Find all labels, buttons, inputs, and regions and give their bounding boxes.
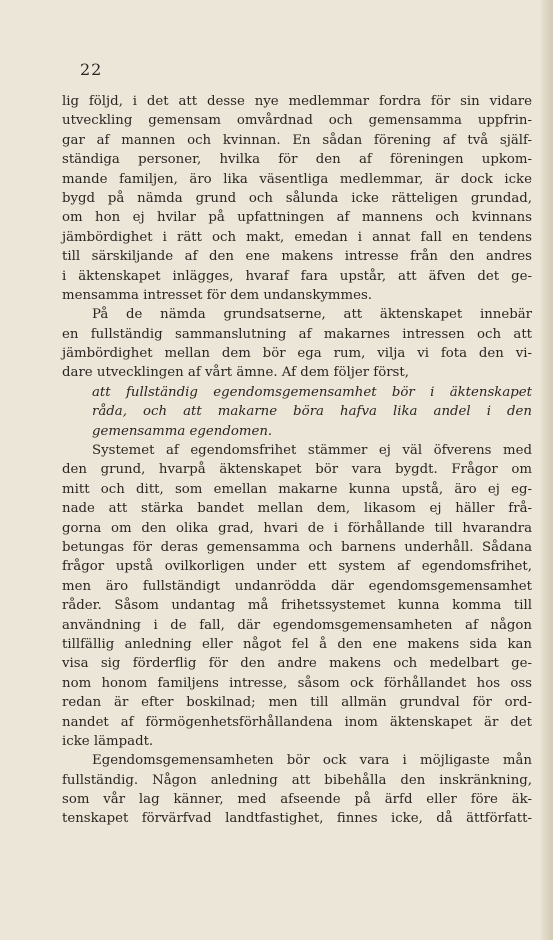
text-line: tillfällig anledning eller något fel å den ene makens sida kan [62, 636, 532, 652]
text-line: betungas för deras gemensamma och barnens underhåll. Sådana [62, 539, 532, 555]
text-line: frågor upstå ovilkorligen under ett system af egendomsfrihet, [62, 559, 532, 575]
text-line: råda, och att makarne böra hafva lika andel i den [92, 404, 532, 420]
text-line: som vår lag känner, med afseende på ärfd eller före äk- [62, 792, 532, 808]
text-line: jämbördighet i rätt och makt, emedan i annat fall en tendens [62, 229, 532, 245]
text-line: På de nämda grundsatserne, att äktenskapet innebär [92, 307, 532, 323]
text-line: gar af mannen och kvinnan. En sådan förening af två själf- [62, 132, 532, 148]
text-line: men äro fullständigt undanrödda där egendomsgemensamhet [62, 578, 532, 594]
page-edge [541, 0, 553, 940]
text-line: icke lämpadt. [62, 733, 154, 749]
text-line: nom honom familjens intresse, såsom ock förhållandet hos oss [62, 675, 532, 691]
text-line: jämbördighet mellan dem bör ega rum, vilja vi fota den vi- [62, 346, 532, 362]
text-line: Systemet af egendomsfrihet stämmer ej väl öfverens med [92, 443, 532, 459]
text-line: mensamma intresset för dem undanskymmes. [62, 287, 373, 303]
body-text [62, 92, 532, 829]
text-line: den grund, hvarpå äktenskapet bör vara bygdt. Frågor om [62, 462, 532, 478]
text-line: gorna om den olika grad, hvari de i förhållande till hvarandra [62, 520, 532, 536]
text-line: mande familjen, äro lika väsentliga medlemmar, är dock icke [62, 171, 532, 187]
text-line: råder. Såsom undantag må frihetssystemet kunna komma till [62, 598, 532, 614]
text-line: att fullständig egendomsgemensamhet bör i äktenskapet [92, 384, 532, 400]
text-line: ständiga personer, hvilka för den af föreningen upkom- [62, 152, 532, 168]
text-line: gemensamma egendomen. [92, 423, 273, 439]
text-line: bygd på nämda grund och sålunda icke rätteligen grundad, [62, 190, 532, 206]
text-line: visa sig förderflig för den andre makens och medelbart ge- [62, 656, 532, 672]
text-line: tenskapet förvärfvad landtfastighet, finnes icke, då ättförfatt- [62, 811, 532, 827]
text-line: nade att stärka bandet mellan dem, likasom ej häller frå- [62, 501, 532, 517]
text-line: om hon ej hvilar på upfattningen af mannens och kvinnans [62, 210, 532, 226]
text-line: i äktenskapet inlägges, hvaraf fara upstår, att äfven det ge- [62, 268, 532, 284]
text-line: till särskiljande af den ene makens intresse från den andres [62, 249, 532, 265]
text-line: användning i de fall, där egendomsgemensamheten af någon [62, 617, 532, 633]
text-line: utveckling gemensam omvårdnad och gemensamma uppfrin- [62, 113, 532, 129]
text-line: fullständig. Någon anledning att bibehålla den inskränkning, [62, 772, 532, 788]
text-line: mitt och ditt, som emellan makarne kunna upstå, äro ej eg- [62, 481, 532, 497]
text-line: lig följd, i det att desse nye medlemmar fordra för sin vidare [62, 94, 532, 109]
text-line: nandet af förmögenhetsförhållandena inom äktenskapet är det [62, 714, 532, 730]
page-number: 22 [80, 60, 103, 79]
text-line: en fullständig sammanslutning af makarnes intressen och att [62, 326, 532, 342]
text-line: Egendomsgemensamheten bör ock vara i möjligaste mån [92, 753, 532, 769]
text-line: redan är efter boskilnad; men till allmän grundval för ord- [62, 695, 532, 711]
text-line: dare utvecklingen af vårt ämne. Af dem följer först, [62, 365, 409, 381]
